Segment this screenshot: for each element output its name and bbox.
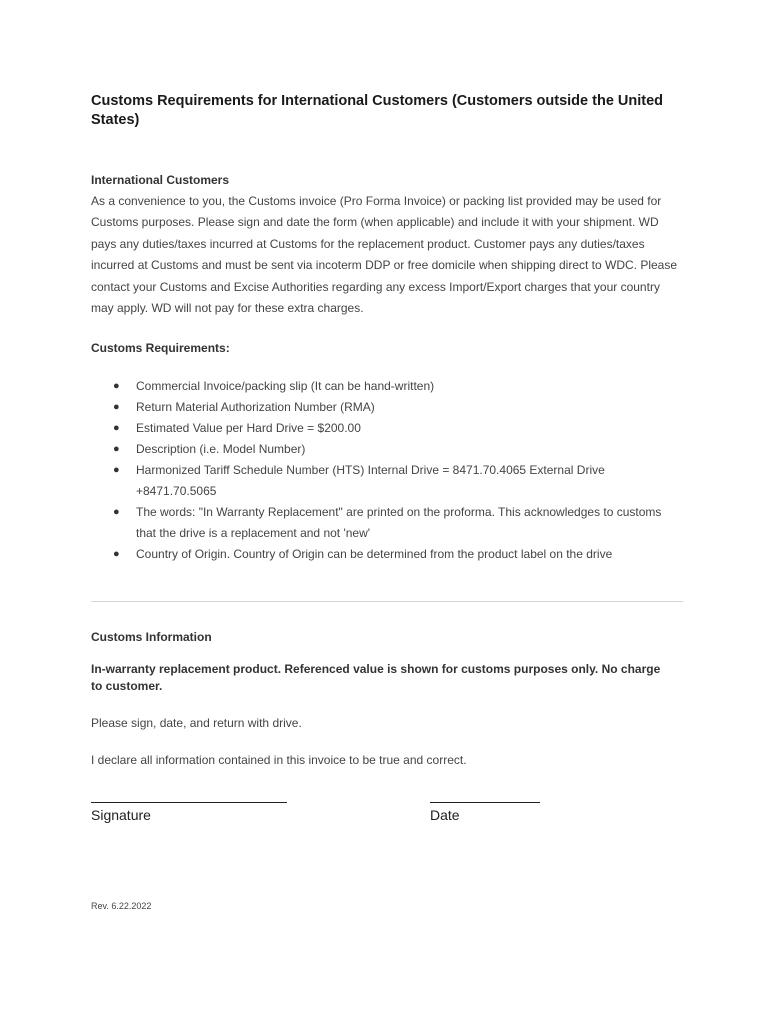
- sign-instruction: Please sign, date, and return with drive.: [91, 716, 302, 730]
- list-item-text: Description (i.e. Model Number): [136, 442, 306, 456]
- list-item: [91, 544, 683, 565]
- list-item-text: Commercial Invoice/packing slip (It can be hand-written): [136, 379, 435, 393]
- bullet-icon: ●: [113, 380, 120, 392]
- customs-requirements-heading: Customs Requirements:: [91, 341, 230, 355]
- bullet-icon: ●: [113, 548, 120, 560]
- declaration-statement: I declare all information contained in this invoice to be true and correct.: [91, 753, 467, 767]
- list-item: [91, 502, 683, 544]
- date-label: Date: [430, 807, 460, 823]
- list-item: [91, 439, 683, 460]
- document-title: Customs Requirements for International Customers (Customers outside the United States): [91, 93, 664, 128]
- customs-information-heading: Customs Information: [91, 630, 212, 644]
- list-item: [91, 376, 683, 397]
- date-line[interactable]: [430, 802, 540, 803]
- list-item: [91, 460, 683, 502]
- list-item-text: The words: "In Warranty Replacement" are printed on the proforma. This acknowledges to customs that the drive is a replacement and not 'new': [136, 505, 662, 540]
- bullet-icon: ●: [113, 443, 120, 455]
- list-item: [91, 397, 683, 418]
- list-item: [91, 418, 683, 439]
- international-customers-paragraph: As a convenience to you, the Customs invoice (Pro Forma Invoice) or packing list provided may be used for Customs purposes. Please sign and date the form (when applicable) and include it with your shipment. WD pays any duties/taxes incurred at Customs for the replacement product. Customer pays any duties/taxes incurred at Customs and must be sent via incoterm DDP or free domicile when shipping direct to WDC. Please contact your Customs and Excise Authorities regarding any excess Import/Export charges that your country may apply. WD will not pay for these extra charges.: [91, 194, 678, 316]
- section-divider: [91, 601, 683, 602]
- signature-line[interactable]: [91, 802, 287, 803]
- customs-requirements-list: [91, 376, 683, 565]
- list-item-text: Harmonized Tariff Schedule Number (HTS) Internal Drive = 8471.70.4065 External Drive +8471.70.5065: [136, 463, 605, 498]
- bullet-icon: ●: [113, 422, 120, 434]
- signature-label: Signature: [91, 807, 151, 823]
- in-warranty-note: In-warranty replacement product. Referenced value is shown for customs purposes only. No charge to customer.: [91, 662, 661, 693]
- bullet-icon: ●: [113, 401, 120, 413]
- international-customers-heading: International Customers: [91, 173, 230, 187]
- list-item-text: Estimated Value per Hard Drive = $200.00: [136, 421, 361, 435]
- document-page: [91, 0, 683, 1024]
- bullet-icon: ●: [113, 464, 120, 476]
- list-item-text: Return Material Authorization Number (RMA): [136, 400, 375, 414]
- list-item-text: Country of Origin. Country of Origin can be determined from the product label on the drive: [136, 547, 613, 561]
- revision-label: Rev. 6.22.2022: [91, 901, 152, 911]
- bullet-icon: ●: [113, 506, 120, 518]
